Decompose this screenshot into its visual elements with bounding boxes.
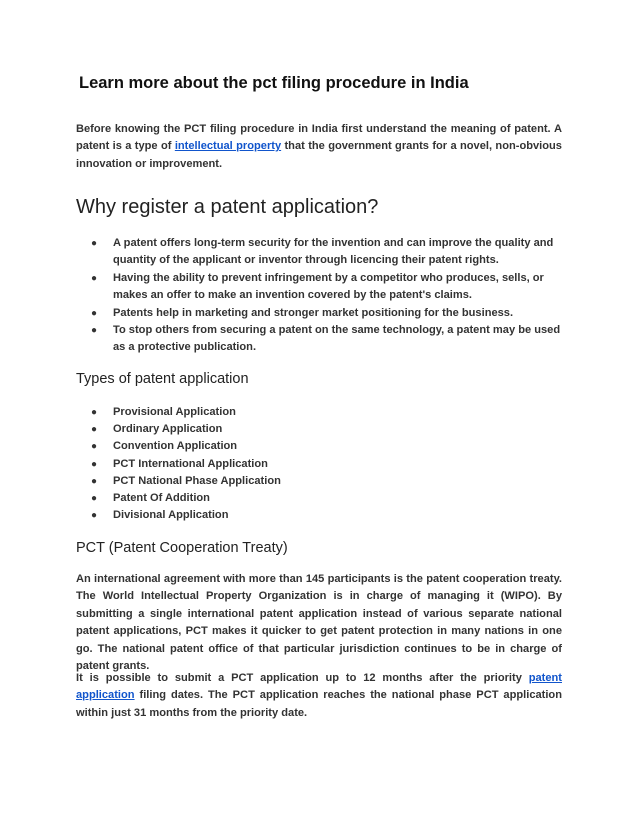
intellectual-property-link[interactable]: intellectual property: [174, 140, 282, 153]
bullet-icon: ●: [91, 475, 98, 487]
bullet-icon: ●: [91, 307, 98, 319]
intro-text-before: Before knowing the PCT filing procedure in India first understand the meaning of patent. A patent is a type of: [76, 123, 562, 153]
list-item-text: Ordinary Application: [113, 423, 223, 436]
pct-text-before: It is possible to submit a PCT application up to 12 months after the priority: [76, 672, 529, 684]
bullet-icon: ●: [91, 407, 98, 418]
types-list: [76, 404, 562, 524]
page-title: Learn more about the pct filing procedure in India: [79, 74, 469, 92]
pct-text-after: filing dates. The PCT application reaches the national phase PCT application within just 31 months from the priority date.: [76, 689, 562, 719]
list-item: [76, 404, 562, 421]
list-item: [76, 473, 562, 490]
list-item: [76, 322, 562, 357]
bullet-icon: ●: [91, 441, 98, 453]
list-item-text: Patents help in marketing and stronger market positioning for the business.: [113, 306, 514, 319]
list-item-text: Having the ability to prevent infringement by a competitor who produces, sells, or makes an offer to make an invention covered by the patent's claims.: [113, 271, 544, 302]
list-item: [76, 421, 562, 438]
list-item-text: A patent offers long-term security for the invention and can improve the quality and quantity of the applicant or inventor through licencing their patent rights.: [113, 237, 554, 267]
list-item-text: Divisional Application: [113, 509, 229, 522]
list-item: [76, 235, 562, 270]
types-heading: Types of patent application: [76, 371, 249, 387]
list-item: [76, 305, 562, 322]
list-item-text: PCT International Application: [113, 457, 268, 470]
bullet-icon: ●: [91, 458, 98, 470]
intro-paragraph: [76, 121, 562, 173]
list-item-text: To stop others from securing a patent on the same technology, a patent may be used as a protective publication.: [113, 324, 561, 354]
bullet-icon: ●: [91, 424, 98, 436]
why-register-list: [76, 235, 562, 357]
pct-paragraph-1: An international agreement with more than 145 participants is the patent cooperation treaty. The World Intellectual Property Organization is in charge of managing it (WIPO). By submitting a single international patent application instead of various separate national patent applications, PCT makes it quicker to get patent protection in many nations in one go. The national patent office of that particular jurisdiction continues to be in charge of patent grants.: [76, 573, 562, 673]
bullet-icon: ●: [91, 325, 98, 337]
bullet-icon: ●: [91, 272, 98, 284]
list-item: [76, 490, 562, 507]
list-item: [76, 438, 562, 455]
patent-application-link[interactable]: patent application: [76, 672, 562, 702]
bullet-icon: ●: [91, 510, 98, 522]
list-item-text: Provisional Application: [113, 406, 236, 418]
pct-paragraph-2: [76, 670, 562, 722]
bullet-icon: ●: [91, 493, 98, 505]
intro-text-after: that the government grants for a novel, non-obvious innovation or improvement.: [76, 140, 562, 170]
pct-heading: PCT (Patent Cooperation Treaty): [76, 540, 288, 556]
list-item: [76, 270, 562, 305]
bullet-icon: ●: [91, 238, 98, 249]
list-item-text: Convention Application: [113, 440, 238, 453]
list-item: [76, 456, 562, 473]
why-register-heading: Why register a patent application?: [76, 196, 379, 218]
list-item: [76, 507, 562, 524]
list-item-text: PCT National Phase Application: [113, 474, 281, 487]
list-item-text: Patent Of Addition: [113, 492, 210, 505]
